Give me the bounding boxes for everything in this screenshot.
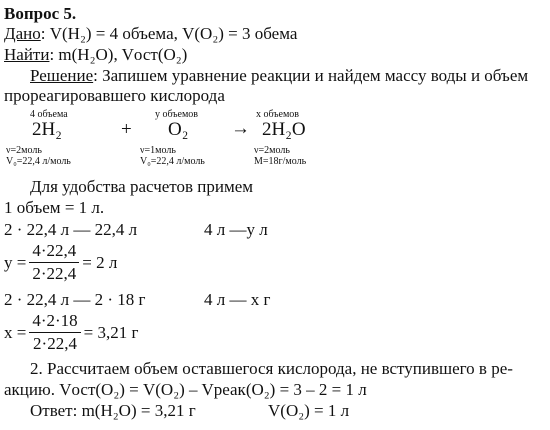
h2-moles: ν=2моль xyxy=(6,145,42,156)
y-result: = 2 л xyxy=(82,252,118,272)
y-fraction xyxy=(29,241,79,284)
proportion-1-left: 2 · 22,4 л — 22,4 л xyxy=(4,220,138,239)
x-fraction xyxy=(29,311,80,354)
h2-molar-volume: V₀=22,4 л/моль xyxy=(6,156,71,167)
reaction-arrow: → xyxy=(231,118,250,139)
x-formula xyxy=(4,311,138,354)
given-text: : V(H₂) = 4 объема, V(O₂) = 3 обема xyxy=(40,24,298,43)
o2-molar-volume: V₀=22,4 л/моль xyxy=(140,156,205,167)
step-2-line-1: 2. Рассчитаем объем оставшегося кислорода, не вступившего в ре- xyxy=(30,359,513,378)
step-2-line-2: акцию. Vост(O₂) = V(O₂) – Vреак(O₂) = 3 – 2 = 1 л xyxy=(4,380,367,399)
y-lhs: у = xyxy=(4,252,27,272)
x-result: = 3,21 г xyxy=(83,322,139,342)
y-numerator: 4·22,4 xyxy=(29,241,79,263)
x-numerator: 4·2·18 xyxy=(29,311,80,333)
solution-line-2: прореагировавшего кислорода xyxy=(4,86,225,105)
unit-definition: 1 объем = 1 л. xyxy=(4,198,105,217)
o2-moles: ν=1моль xyxy=(140,145,176,156)
y-denominator: 2·22,4 xyxy=(32,264,77,283)
solution-label: Решение xyxy=(30,66,94,85)
proportion-2-right: 4 л — х г xyxy=(204,290,271,309)
proportion-2-left: 2 · 22,4 л — 2 · 18 г xyxy=(4,290,146,309)
o2-formula: O₂ xyxy=(168,119,189,140)
solution-text-1: : Запишем уравнение реакции и найдем массу воды и объем xyxy=(93,66,529,85)
h2o-molar-mass: M=18г/моль xyxy=(254,156,307,167)
solution-line-1 xyxy=(30,66,528,86)
calc-intro: Для удобства расчетов примем xyxy=(30,177,254,196)
proportion-1-right: 4 л —у л xyxy=(204,220,268,239)
x-denominator: 2·22,4 xyxy=(33,334,77,353)
plus-sign: + xyxy=(121,119,132,140)
o2-volume-label: у объемов xyxy=(155,109,198,120)
answer-volume: V(O₂) = 1 л xyxy=(268,401,350,420)
h2o-formula: 2H₂O xyxy=(262,119,306,140)
given-line xyxy=(4,24,297,44)
question-title: Вопрос 5. xyxy=(4,4,77,23)
y-formula xyxy=(4,241,117,284)
find-text: : m(H₂O), Vост(O₂) xyxy=(49,45,188,64)
h2-volume-label: 4 объема xyxy=(30,109,68,120)
find-line xyxy=(4,45,187,65)
answer-mass: Ответ: m(H₂O) = 3,21 г xyxy=(30,401,196,420)
h2-formula: 2H₂ xyxy=(32,119,62,140)
h2o-volume-label: х объемов xyxy=(256,109,299,120)
h2o-moles: ν=2моль xyxy=(254,145,290,156)
find-label: Найти xyxy=(4,45,50,64)
x-lhs: х = xyxy=(4,322,27,342)
given-label: Дано xyxy=(4,24,41,43)
